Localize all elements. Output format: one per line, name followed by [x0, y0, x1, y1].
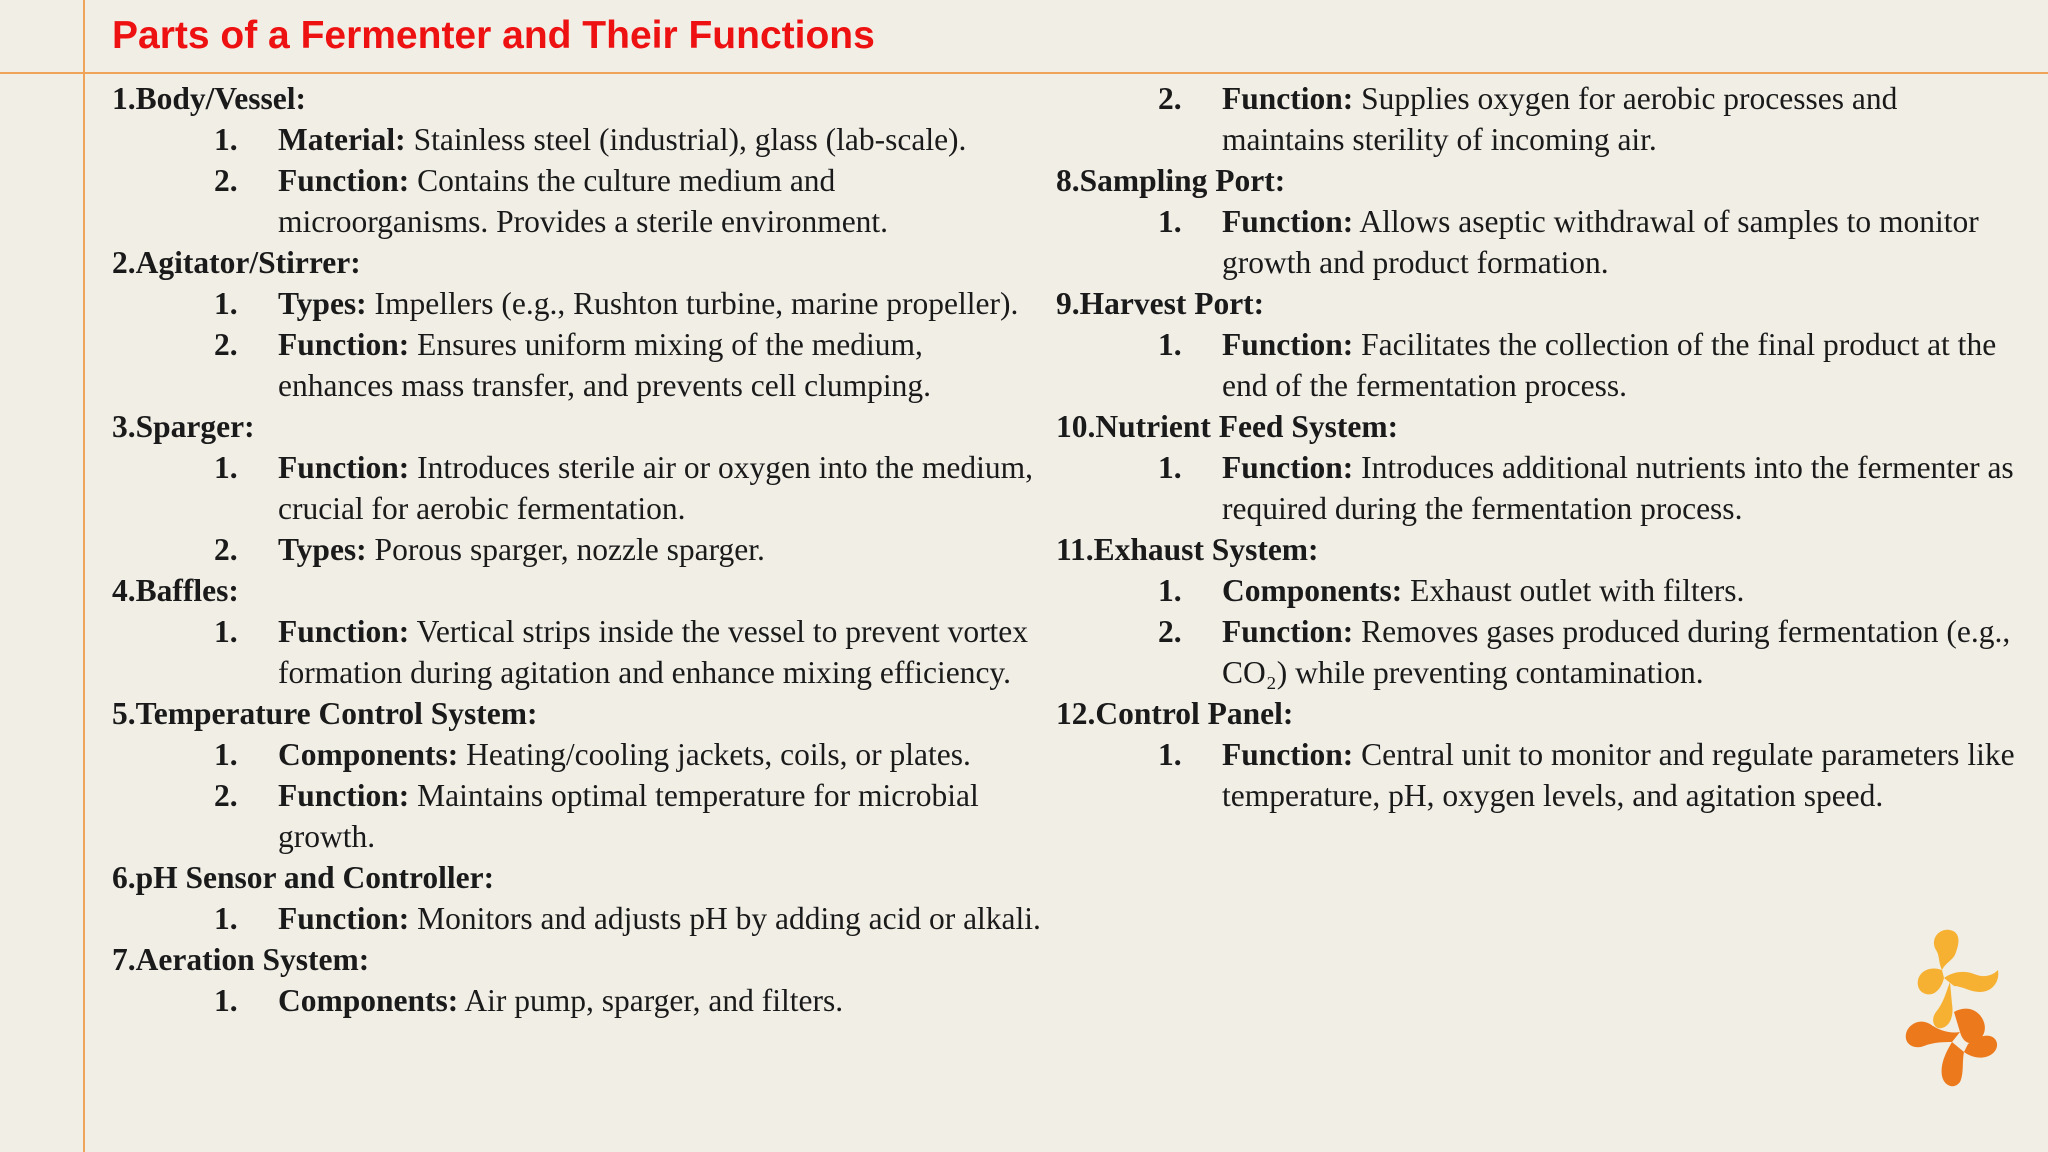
list-item-label: Types: — [278, 532, 367, 567]
list-item-label: Function: — [1222, 614, 1354, 649]
list-item-description: Heating/cooling jackets, coils, or plates. — [458, 737, 971, 772]
list-item — [112, 324, 1042, 406]
list-item-label: Function: — [278, 614, 410, 649]
section-heading: 8.Sampling Port: — [1056, 163, 1286, 198]
list-item-text — [278, 447, 1042, 529]
section-heading: 2.Agitator/Stirrer: — [112, 245, 361, 280]
list-item-label: Function: — [278, 163, 410, 198]
list-item-description: Stainless steel (industrial), glass (lab-scale). — [405, 122, 967, 157]
list-item-description: Vertical strips inside the vessel to prevent vortex formation during agitation and enhance mixing efficiency. — [278, 614, 1029, 690]
list-item-description: Monitors and adjusts pH by adding acid or alkali. — [409, 901, 1041, 936]
list-item-label: Function: — [1222, 204, 1354, 239]
list-item — [1056, 611, 2016, 693]
list-item-description: Removes gases produced during fermentation (e.g., CO₂) while preventing contamination. — [1222, 614, 2011, 690]
list-item-description: Ensures uniform mixing of the medium, enhances mass transfer, and prevents cell clumping. — [278, 327, 932, 403]
section-heading: 11.Exhaust System: — [1056, 532, 1319, 567]
list-item-label: Function: — [278, 327, 410, 362]
list-item-description: Central unit to monitor and regulate parameters like temperature, pH, oxygen levels, and agitation speed. — [1222, 737, 2015, 813]
list-item-description: Porous sparger, nozzle sparger. — [366, 532, 765, 567]
list-item-number: 2. — [214, 327, 238, 362]
list-item-label: Function: — [1222, 737, 1354, 772]
list-item-text — [1222, 570, 2016, 611]
list-item-number: 1. — [214, 983, 238, 1018]
list-item — [112, 283, 1042, 324]
section-heading: 6.pH Sensor and Controller: — [112, 860, 495, 895]
page-title: Parts of a Fermenter and Their Functions — [112, 14, 875, 57]
list-item-label: Function: — [1222, 450, 1354, 485]
list-item — [112, 775, 1042, 857]
section-heading: 1.Body/Vessel: — [112, 81, 306, 116]
list-item-text — [278, 160, 1042, 242]
list-item-description: Impellers (e.g., Rushton turbine, marine propeller). — [366, 286, 1019, 321]
list-item-number: 2. — [1158, 81, 1182, 116]
list-item — [112, 734, 1042, 775]
list-item-description: Supplies oxygen for aerobic processes and maintains sterility of incoming air. — [1222, 81, 1898, 157]
list-item-number: 1. — [214, 450, 238, 485]
list-item-text — [1222, 78, 2016, 160]
list-item-description: Facilitates the collection of the final product at the end of the fermentation process. — [1222, 327, 1997, 403]
list-item-text — [278, 283, 1042, 324]
list-item — [112, 119, 1042, 160]
list-item-text — [1222, 611, 2016, 693]
list-item-number: 1. — [214, 614, 238, 649]
list-item-text — [278, 980, 1042, 1021]
list-item — [1056, 447, 2016, 529]
list-item-number: 1. — [214, 122, 238, 157]
section-heading: 4.Baffles: — [112, 573, 239, 608]
list-item-label: Function: — [1222, 327, 1354, 362]
list-item — [1056, 78, 2016, 160]
list-item-label: Components: — [1222, 573, 1403, 608]
list-item — [1056, 570, 2016, 611]
list-item-text — [278, 734, 1042, 775]
section-heading: 10.Nutrient Feed System: — [1056, 409, 1399, 444]
list-item-text — [1222, 734, 2016, 816]
horizontal-accent-line — [0, 72, 2048, 74]
list-item-label: Components: — [278, 983, 459, 1018]
list-item-description: Air pump, sparger, and filters. — [458, 983, 844, 1018]
left-column — [112, 78, 1042, 1021]
list-item-number: 1. — [1158, 450, 1182, 485]
floral-ornament-icon — [1880, 920, 2040, 1100]
list-item-number: 2. — [1158, 614, 1182, 649]
list-item-description: Introduces sterile air or oxygen into the medium, crucial for aerobic fermentation. — [278, 450, 1033, 526]
list-item-text — [278, 611, 1042, 693]
list-item-number: 1. — [1158, 737, 1182, 772]
list-item-description: Maintains optimal temperature for microbial growth. — [278, 778, 979, 854]
list-item-text — [1222, 324, 2016, 406]
section-heading: 9.Harvest Port: — [1056, 286, 1265, 321]
list-item — [112, 529, 1042, 570]
list-item-text — [278, 529, 1042, 570]
list-item — [112, 611, 1042, 693]
list-item-description: Introduces additional nutrients into the fermenter as required during the fermentation process. — [1222, 450, 2014, 526]
list-item-number: 1. — [214, 901, 238, 936]
list-item — [1056, 734, 2016, 816]
list-item-label: Function: — [278, 778, 410, 813]
list-item-number: 1. — [1158, 204, 1182, 239]
section-heading: 12.Control Panel: — [1056, 696, 1294, 731]
list-item-number: 2. — [214, 778, 238, 813]
list-item-label: Function: — [278, 901, 410, 936]
list-item — [1056, 324, 2016, 406]
list-item-label: Function: — [1222, 81, 1354, 116]
list-item-text — [278, 119, 1042, 160]
list-item-text — [1222, 447, 2016, 529]
section-heading: 5.Temperature Control System: — [112, 696, 538, 731]
list-item — [112, 980, 1042, 1021]
list-item-number: 1. — [1158, 327, 1182, 362]
section-heading: 3.Sparger: — [112, 409, 255, 444]
list-item-number: 1. — [214, 737, 238, 772]
list-item-label: Material: — [278, 122, 406, 157]
list-item — [112, 160, 1042, 242]
section-heading: 7.Aeration System: — [112, 942, 370, 977]
list-item-description: Contains the culture medium and microorganisms. Provides a sterile environment. — [278, 163, 889, 239]
list-item — [1056, 201, 2016, 283]
list-item-description: Allows aseptic withdrawal of samples to monitor growth and product formation. — [1222, 204, 1979, 280]
list-item-label: Components: — [278, 737, 459, 772]
list-item-description: Exhaust outlet with filters. — [1402, 573, 1745, 608]
right-column — [1056, 78, 2016, 816]
list-item-text — [278, 898, 1042, 939]
list-item-text — [1222, 201, 2016, 283]
list-item-label: Types: — [278, 286, 367, 321]
list-item-number: 1. — [214, 286, 238, 321]
vertical-accent-line — [83, 0, 85, 1152]
list-item-text — [278, 324, 1042, 406]
list-item-number: 2. — [214, 532, 238, 567]
list-item — [112, 898, 1042, 939]
list-item-number: 1. — [1158, 573, 1182, 608]
list-item — [112, 447, 1042, 529]
list-item-text — [278, 775, 1042, 857]
list-item-label: Function: — [278, 450, 410, 485]
list-item-number: 2. — [214, 163, 238, 198]
